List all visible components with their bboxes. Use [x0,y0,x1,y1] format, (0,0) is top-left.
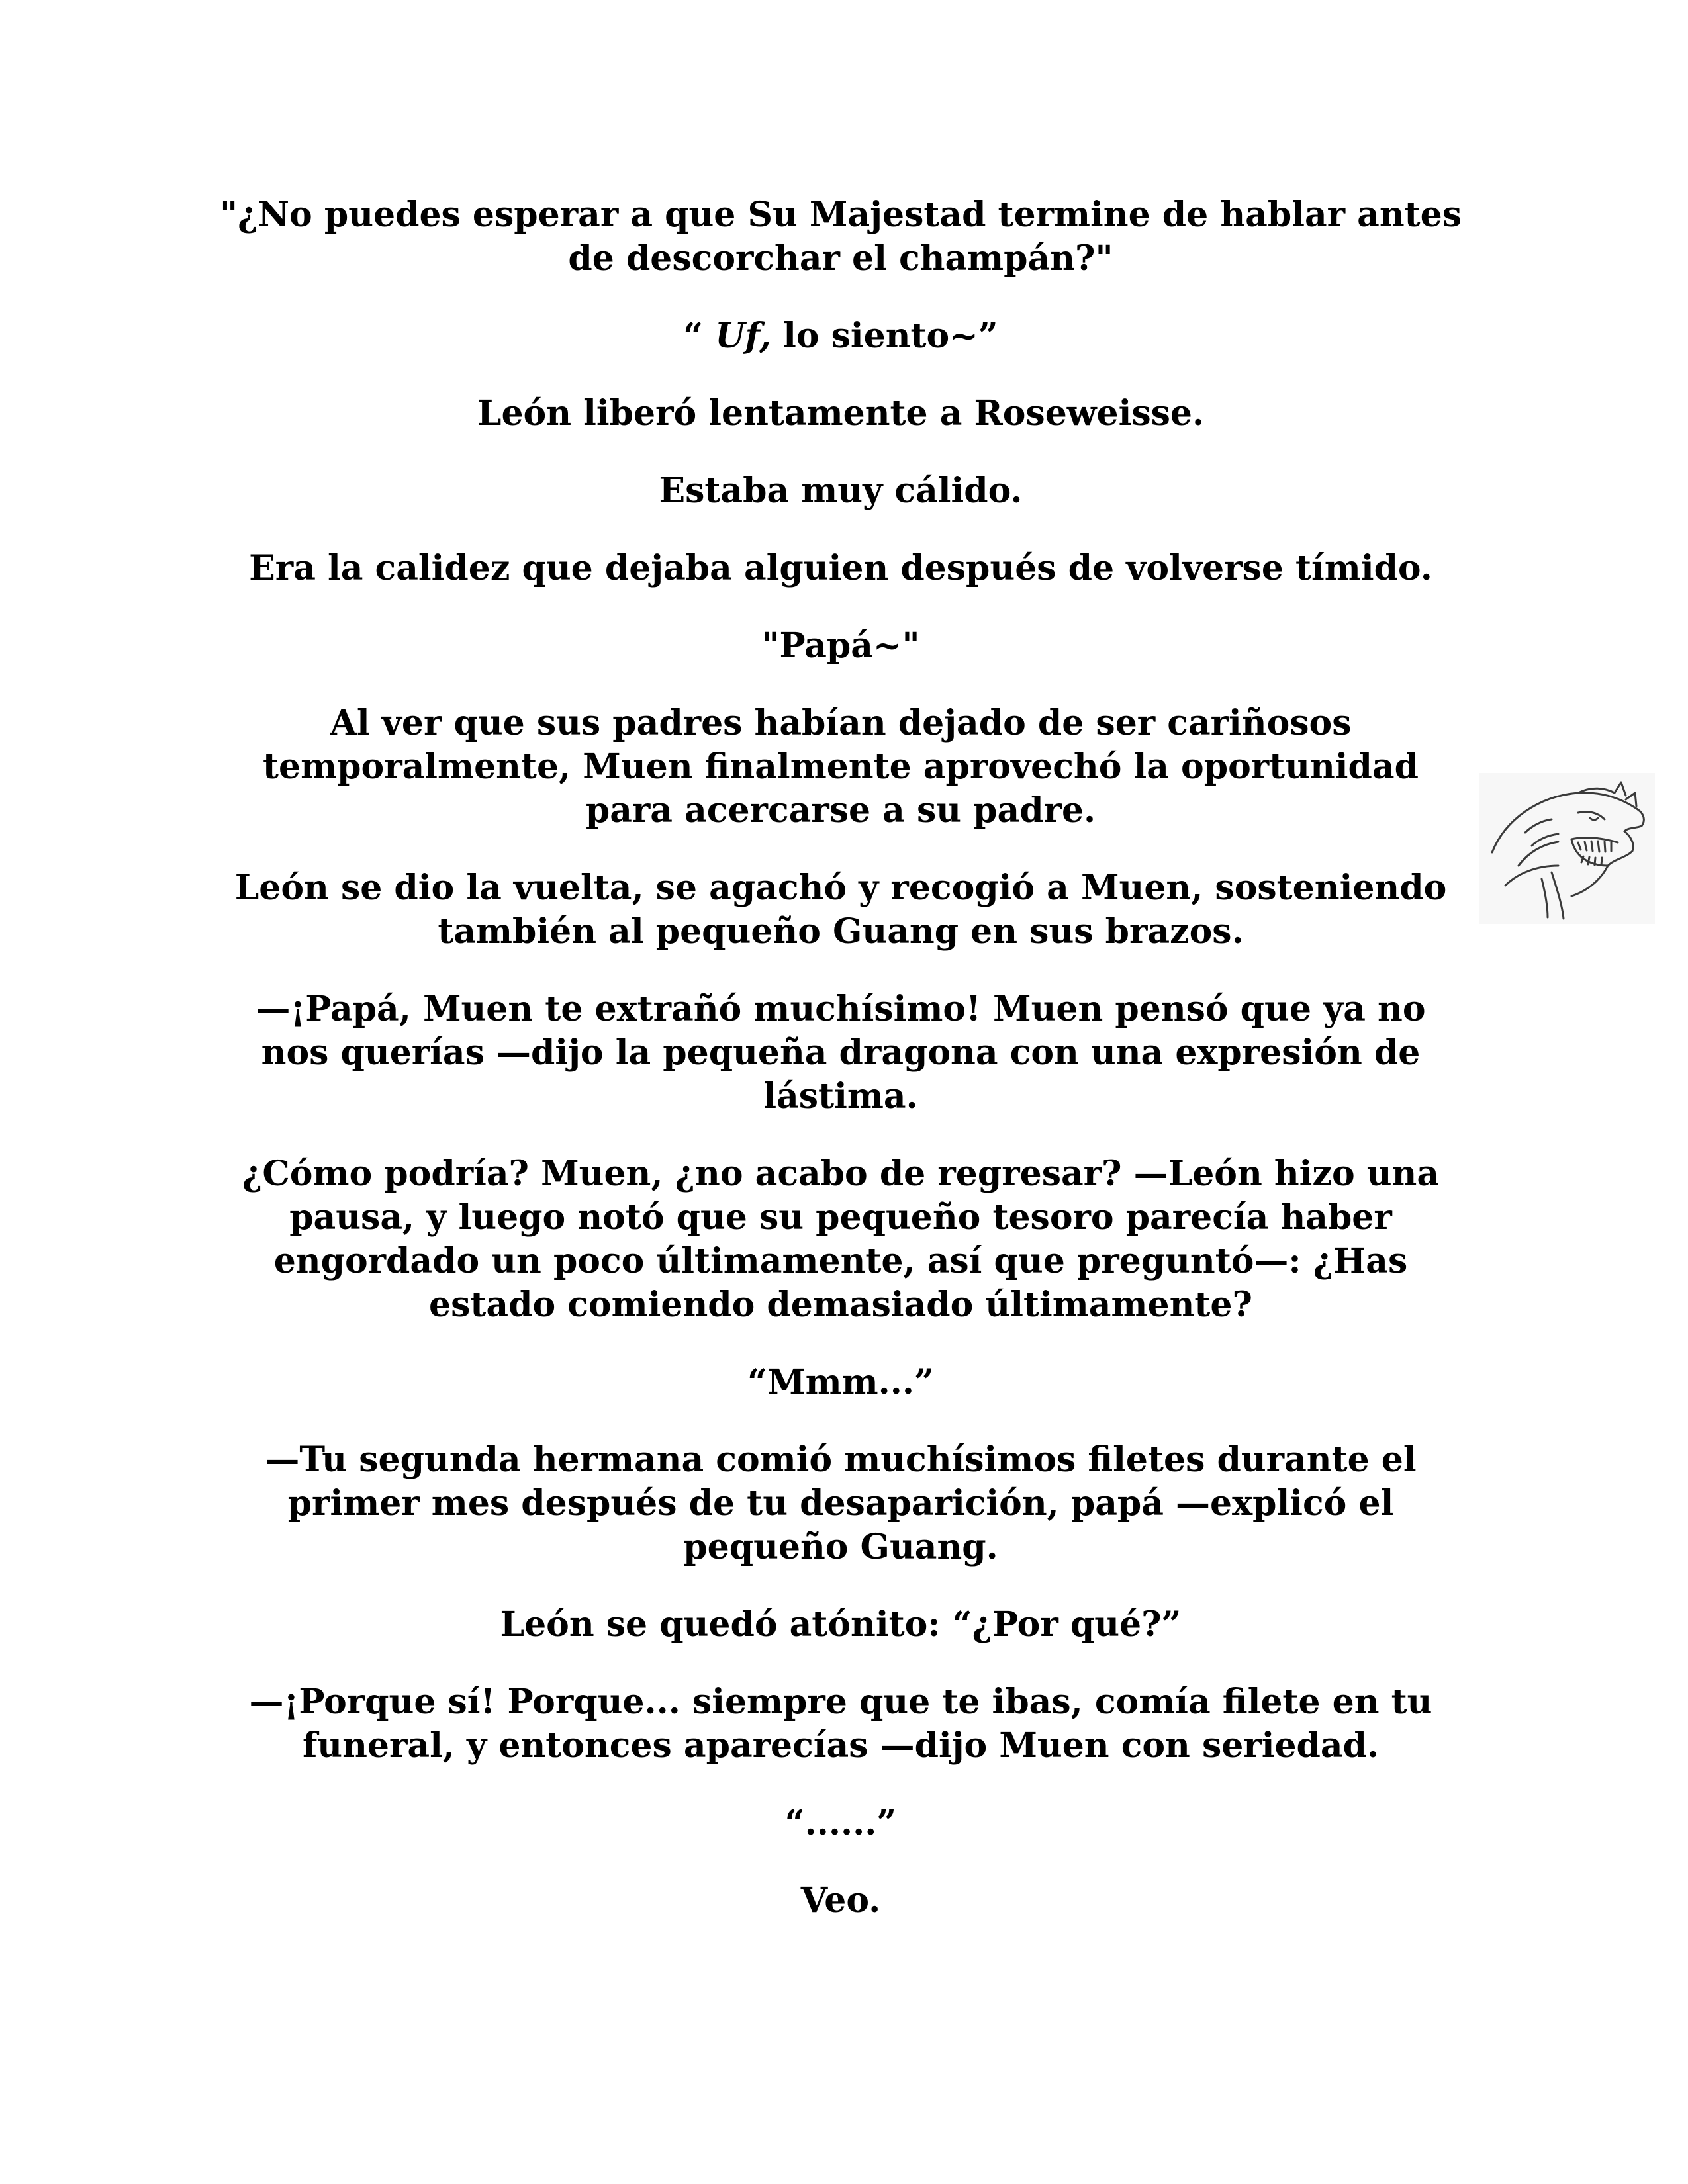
paragraph-10: ¿Cómo podría? Muen, ¿no acabo de regresar? —León hizo una pausa, y luego notó que su pequeño tesoro parecía haber engordado un poco últimamente, así que preguntó—: ¿Has estado comiendo demasiado últimamente? [242,1154,1440,1325]
paragraph-12: —Tu segunda hermana comió muchísimos filetes durante el primer mes después de tu desaparición, papá —explicó el pequeño Guang. [265,1439,1417,1567]
paragraph-14: —¡Porque sí! Porque... siempre que te ibas, comía filete en tu funeral, y entonces aparecías —dijo Muen con seriedad. [249,1682,1432,1766]
paragraph-16: Veo. [800,1880,881,1921]
paragraph-3: León liberó lentamente a Roseweisse. [477,393,1205,433]
paragraph-4: Estaba muy cálido. [659,471,1023,511]
paragraph-1: "¿No puedes esperar a que Su Majestad termine de hablar antes de descorchar el champán?" [219,195,1462,279]
paragraph-6: "Papá~" [761,625,920,666]
open-quote: “ [683,316,716,356]
paragraph-11: “Mmm...” [747,1362,934,1402]
paragraph-7: Al ver que sus padres habían dejado de ser cariñosos temporalmente, Muen finalmente aprovechó la oportunidad para acercarse a su padre. [263,703,1419,831]
exclamation-uf: Uf, [715,316,771,356]
paragraph-13: León se quedó atónito: “¿Por qué?” [500,1604,1182,1645]
exclamation-rest: lo siento~” [771,316,998,356]
paragraph-9: —¡Papá, Muen te extrañó muchísimo! Muen pensó que ya no nos querías —dijo la pequeña dragona con una expresión de lástima. [256,989,1426,1116]
paragraph-2 [218,314,1463,358]
paragraph-5: Era la calidez que dejaba alguien después de volverse tímido. [249,548,1432,588]
paragraph-8: León se dio la vuelta, se agachó y recogió a Muen, sosteniendo también al pequeño Guang en sus brazos. [234,868,1447,952]
dragon-head-icon [1479,773,1655,924]
story-text [218,193,1463,1956]
paragraph-15: “......” [784,1803,897,1843]
